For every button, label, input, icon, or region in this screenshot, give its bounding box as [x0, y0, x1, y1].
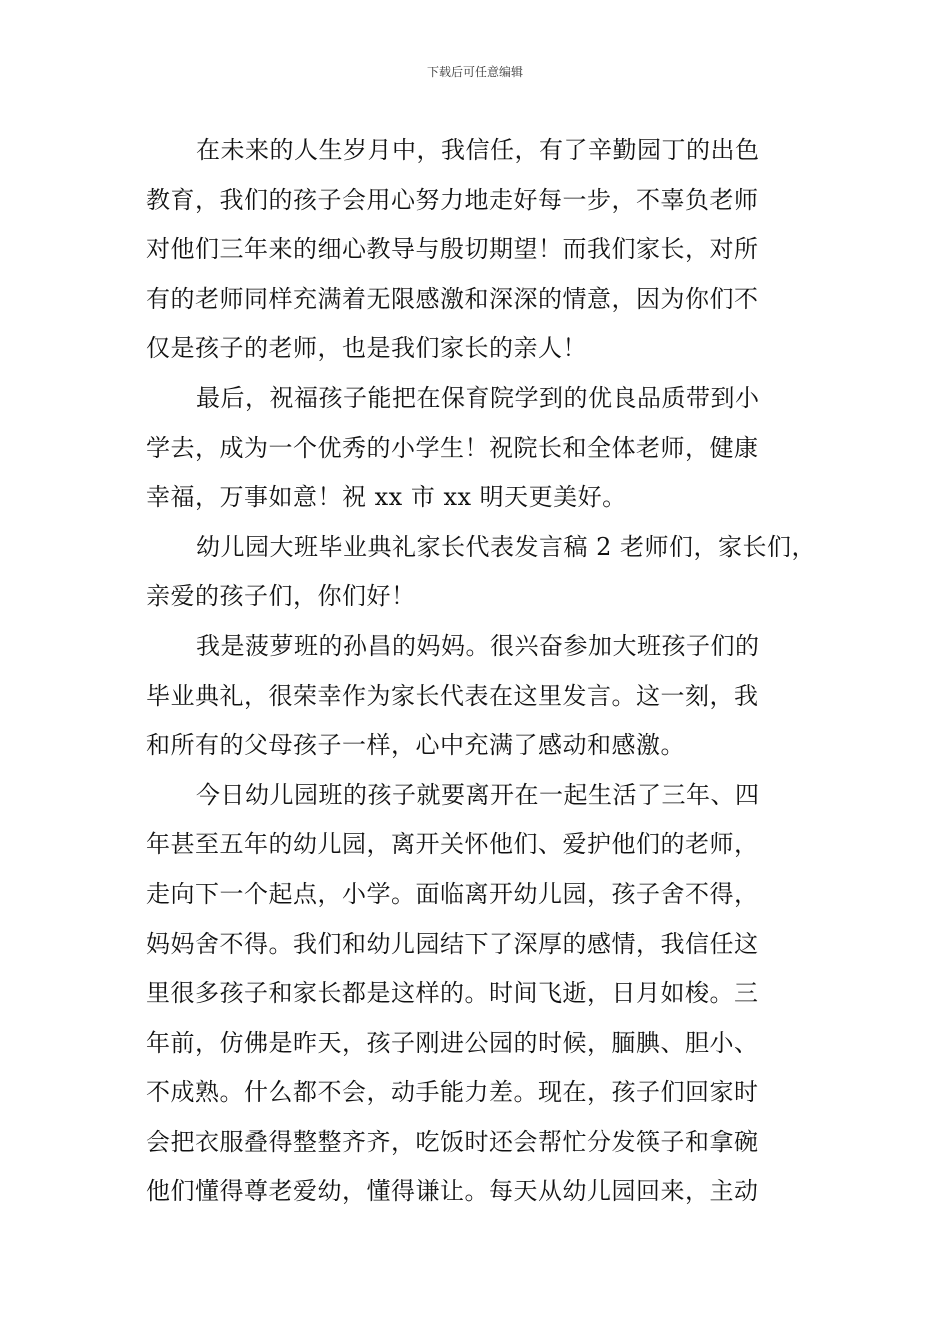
paragraph-2	[146, 374, 810, 523]
text-line: 对他们三年来的细心教导与殷切期望！而我们家长，对所	[146, 235, 759, 264]
text-line: 毕业典礼，很荣幸作为家长代表在这里发言。这一刻，我	[146, 681, 759, 710]
paragraph-3	[146, 523, 817, 622]
paragraph-5	[146, 771, 810, 1217]
text-line: 最后，祝福孩子能把在保育院学到的优良品质带到小	[196, 383, 760, 412]
text-line: 有的老师同样充满着无限感激和深深的情意，因为你们不	[146, 284, 759, 313]
text-line: 今日幼儿园班的孩子就要离开在一起生活了三年、四	[196, 780, 760, 809]
text-line: 他们懂得尊老爱幼，懂得谦让。每天从幼儿园回来，主动	[146, 1177, 759, 1206]
paragraph-4	[146, 622, 810, 771]
text-line: 学去，成为一个优秀的小学生！祝院长和全体老师，健康	[146, 433, 759, 462]
text-line: 走向下一个起点，小学。面临离开幼儿园，孩子舍不得，	[146, 879, 759, 908]
page-header: 下载后可任意编辑	[426, 65, 523, 79]
text-line: 我是菠萝班的孙昌的妈妈。很兴奋参加大班孩子们的	[196, 631, 760, 660]
text-line: 仅是孩子的老师，也是我们家长的亲人！	[146, 334, 587, 363]
text-line: 妈妈舍不得。我们和幼儿园结下了深厚的感情，我信任这	[146, 929, 759, 958]
text-line: 不成熟。什么都不会，动手能力差。现在，孩子们回家时	[146, 1078, 759, 1107]
paragraph-1	[146, 126, 810, 374]
text-line: 教育，我们的孩子会用心努力地走好每一步，不辜负老师	[146, 185, 759, 214]
text-line: 里很多孩子和家长都是这样的。时间飞逝，日月如梭。三	[146, 979, 759, 1008]
document-body	[146, 126, 817, 1217]
text-line: 和所有的父母孩子一样，心中充满了感动和感激。	[146, 731, 685, 760]
text-line: 在未来的人生岁月中，我信任，有了辛勤园丁的出色	[196, 136, 760, 164]
text-line: 年甚至五年的幼儿园，离开关怀他们、爱护他们的老师，	[146, 830, 759, 859]
text-line: 幼儿园大班毕业典礼家长代表发言稿 2 老师们，家长们，	[196, 532, 817, 561]
text-line: 亲爱的孩子们，你们好！	[146, 582, 416, 611]
text-line: 年前，仿佛是昨天，孩子刚进公园的时候，腼腆、胆小、	[146, 1028, 759, 1057]
text-line: 幸福，万事如意！祝 xx 市 xx 明天更美好。	[146, 483, 627, 512]
text-line: 会把衣服叠得整整齐齐，吃饭时还会帮忙分发筷子和拿碗	[146, 1127, 759, 1156]
